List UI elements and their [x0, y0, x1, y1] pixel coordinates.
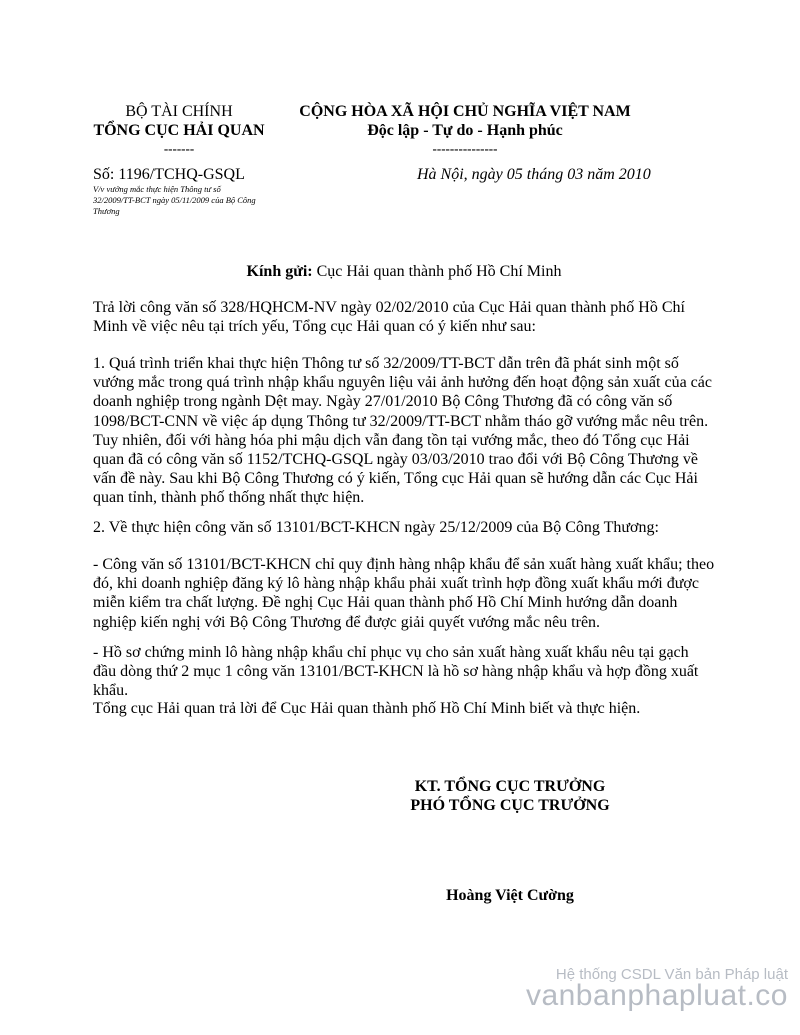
left-divider: ------- [163, 141, 195, 156]
body-paragraph-2b: - Hồ sơ chứng minh lô hàng nhập khẩu chỉ phục vụ cho sản xuất hàng xuất khẩu nêu tại gạch đầu dòng thứ 2 mục 1 công văn 13101/BCT-KHCN là hồ sơ hàng nhập khẩu và hợp đồng xuất khẩu. [93, 644, 699, 700]
body-paragraph-intro: Trả lời công văn số 328/HQHCM-NV ngày 02/02/2010 của Cục Hải quan thành phố Hồ Chí Minh về việc nêu tại trích yếu, Tổng cục Hải quan có ý kiến như sau: [93, 299, 685, 336]
national-title: CỘNG HÒA XÃ HỘI CHỦ NGHĨA VIỆT NAM [299, 103, 631, 120]
date-place: Hà Nội, ngày 05 tháng 03 năm 2010 [417, 166, 651, 183]
recipient-label: Kính gửi: [246, 263, 313, 280]
right-divider: --------------- [432, 141, 498, 156]
agency-name: TỔNG CỤC HẢI QUAN [93, 122, 265, 139]
national-motto: Độc lập - Tự do - Hạnh phúc [367, 122, 563, 139]
document-number: Số: 1196/TCHQ-GSQL [93, 166, 245, 183]
signer-name: Hoàng Việt Cường [446, 887, 574, 904]
body-paragraph-closing: Tổng cục Hải quan trả lời để Cục Hải quan thành phố Hồ Chí Minh biết và thực hiện. [93, 700, 641, 717]
recipient-name: Cục Hải quan thành phố Hồ Chí Minh [312, 263, 562, 280]
watermark-site: vanbanphapluat.co [525, 979, 788, 1012]
signature-title-1: KT. TỔNG CỤC TRƯỞNG [414, 778, 606, 795]
subject-note: V/v vướng mắc thực hiện Thông tư số 32/2009/TT-BCT ngày 05/11/2009 của Bộ Công Thương [93, 184, 256, 216]
watermark-text: Hệ thống CSDL Văn bản Pháp luật [555, 966, 788, 983]
body-paragraph-2a: - Công văn số 13101/BCT-KHCN chỉ quy định hàng nhập khẩu để sản xuất hàng xuất khẩu; theo đó, khi doanh nghiệp đăng ký lô hàng nhập khẩu phải xuất trình hợp đồng xuất khẩu mới được miễn kiểm tra chất lượng. Đề nghị Cục Hải quan thành phố Hồ Chí Minh hướng dẫn doanh nghiệp kiến nghị với Bộ Công Thương để được giải quyết vướng mắc nêu trên. [93, 556, 715, 631]
ministry-name: BỘ TÀI CHÍNH [125, 103, 233, 120]
body-paragraph-1: 1. Quá trình triển khai thực hiện Thông tư số 32/2009/TT-BCT dẫn trên đã phát sinh một số vướng mắc trong quá trình nhập khẩu nguyên liệu vải ảnh hưởng đến hoạt động sản xuất của các doanh nghiệp trong ngành Dệt may. Ngày 27/01/2010 Bộ Công Thương đã có công văn số 1098/BCT-CNN về việc áp dụng Thông tư 32/2009/TT-BCT nhằm tháo gỡ vướng mắc nêu trên. Tuy nhiên, đối với hàng hóa phi mậu dịch vẫn đang tồn tại vướng mắc, theo đó Tổng cục Hải quan đã có công văn số 1152/TCHQ-GSQL ngày 03/03/2010 trao đổi với Bộ Công Thương về vấn đề này. Sau khi Bộ Công Thương có ý kiến, Tổng cục Hải quan sẽ hướng dẫn các Cục Hải quan tỉnh, thành phố thống nhất thực hiện. [93, 355, 712, 507]
signature-title-2: PHÓ TỔNG CỤC TRƯỞNG [410, 797, 610, 814]
recipient-line [93, 262, 715, 281]
body-paragraph-2: 2. Về thực hiện công văn số 13101/BCT-KHCN ngày 25/12/2009 của Bộ Công Thương: [93, 519, 659, 536]
